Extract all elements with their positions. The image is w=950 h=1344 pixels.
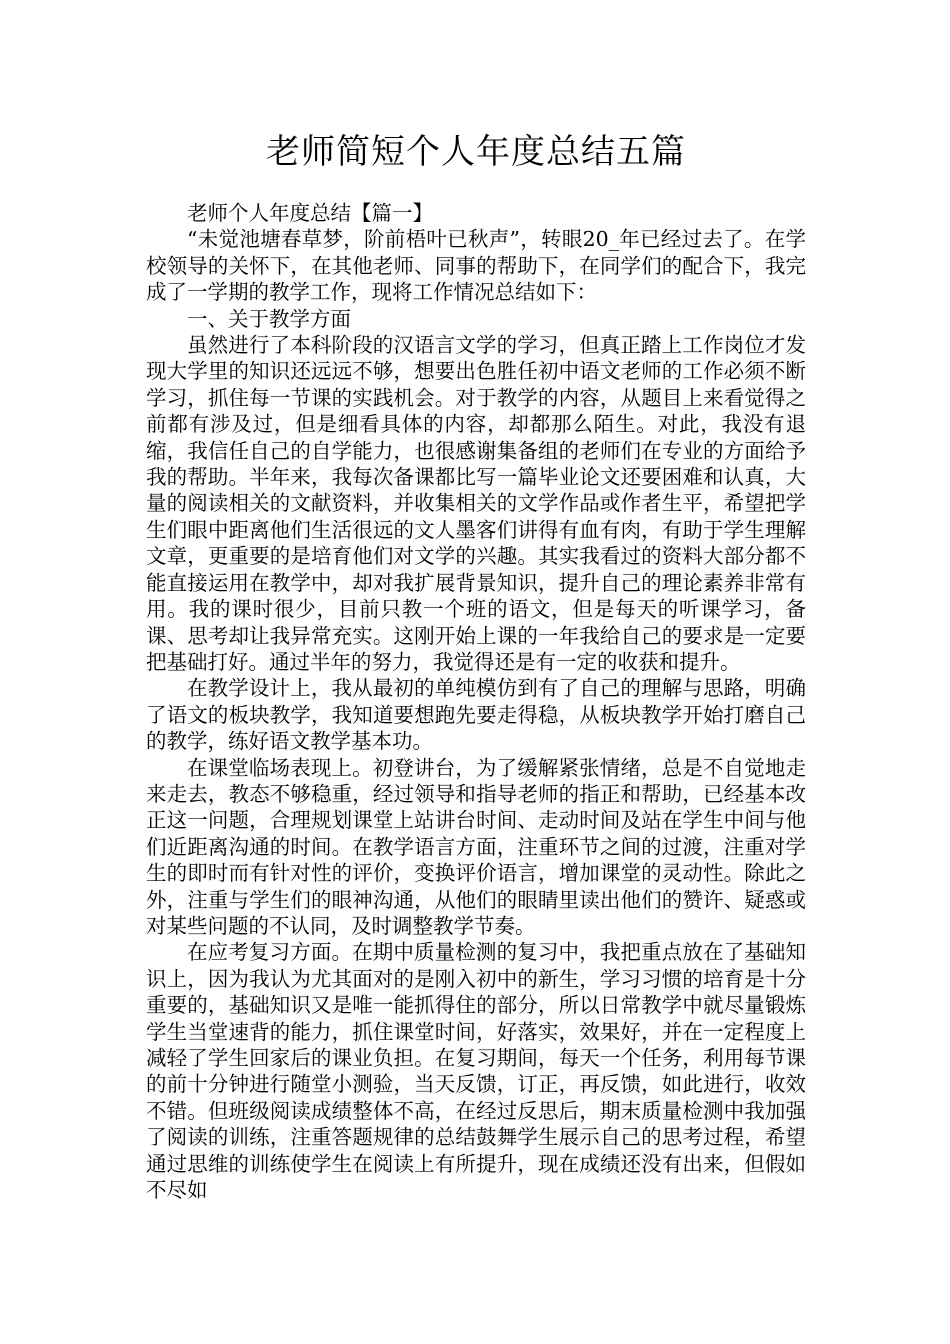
document-page <box>146 128 806 1203</box>
section-heading-part-one: 老师个人年度总结【篇一】 <box>187 201 433 225</box>
section-heading-teaching: 一、关于教学方面 <box>187 306 351 331</box>
paragraph-intro: “未觉池塘春草梦，阶前梧叶已秋声”，转眼20_年已经过去了。在学校领导的关怀下，在其他老师、同事的帮助下，在同学们的配合下，我完成了一学期的教学工作，现将工作情况总结如下： <box>146 227 806 305</box>
paragraph-exam-review: 在应考复习方面。在期中质量检测的复习中，我把重点放在了基础知识上，因为我认为尤其面对的是刚入初中的新生，学习习惯的培育是十分重要的，基础知识又是唯一能抓得住的部分，所以日常教学中就尽量锻炼学生当堂速背的能力，抓住课堂时间，好落实，效果好，并在一定程度上减轻了学生回家后的课业负担。在复习期间，每天一个任务，利用每节课的前十分钟进行随堂小测验，当天反馈，订正，再反馈，如此进行，收效不错。但班级阅读成绩整体不高，在经过反思后，期末质量检测中我加强了阅读的训练，注重答题规律的总结鼓舞学生展示自己的思考过程，希望通过思维的训练使学生在阅读上有所提升，现在成绩还没有出来，但假如不尽如 <box>146 940 806 1203</box>
paragraph-lesson-design: 在教学设计上，我从最初的单纯模仿到有了自己的理解与思路，明确了语文的板块教学，我知道要想跑先要走得稳，从板块教学开始打磨自己的教学，练好语文教学基本功。 <box>146 676 806 754</box>
paragraph-study: 虽然进行了本科阶段的汉语言文学的学习，但真正踏上工作岗位才发现大学里的知识还远远不够，想要出色胜任初中语文老师的工作必须不断学习，抓住每一节课的实践机会。对于教学的内容，从题目上来看觉得之前都有涉及过，但是细看具体的内容，却都那么陌生。对此，我没有退缩，我信任自己的自学能力，也很感谢集备组的老师们在专业的方面给予我的帮助。半年来，我每次备课都比写一篇毕业论文还要困难和认真，大量的阅读相关的文献资料，并收集相关的文学作品或作者生平，希望把学生们眼中距离他们生活很远的文人墨客们讲得有血有肉，有助于学生理解文章，更重要的是培育他们对文学的兴趣。其实我看过的资料大部分都不能直接运用在教学中，却对我扩展背景知识，提升自己的理论素养非常有用。我的课时很少，目前只教一个班的语文，但是每天的听课学习，备课、思考却让我异常充实。这刚开始上课的一年我给自己的要求是一定要把基础打好。通过半年的努力，我觉得还是有一定的收获和提升。 <box>146 333 806 674</box>
paragraph-classroom: 在课堂临场表现上。初登讲台，为了缓解紧张情绪，总是不自觉地走来走去，教态不够稳重，经过领导和指导老师的指正和帮助，已经基本改正这一问题，合理规划课堂上站讲台时间、走动时间及站在学生中间与他们近距离沟通的时间。在教学语言方面，注重环节之间的过渡，注重对学生的即时而有针对性的评价，变换评价语言，增加课堂的灵动性。除此之外，注重与学生们的眼神沟通，从他们的眼睛里读出他们的赞许、疑惑或对某些问题的不认同，及时调整教学节奏。 <box>146 755 806 938</box>
document-title: 老师简短个人年度总结五篇 <box>266 132 686 172</box>
document-body <box>146 200 806 1203</box>
